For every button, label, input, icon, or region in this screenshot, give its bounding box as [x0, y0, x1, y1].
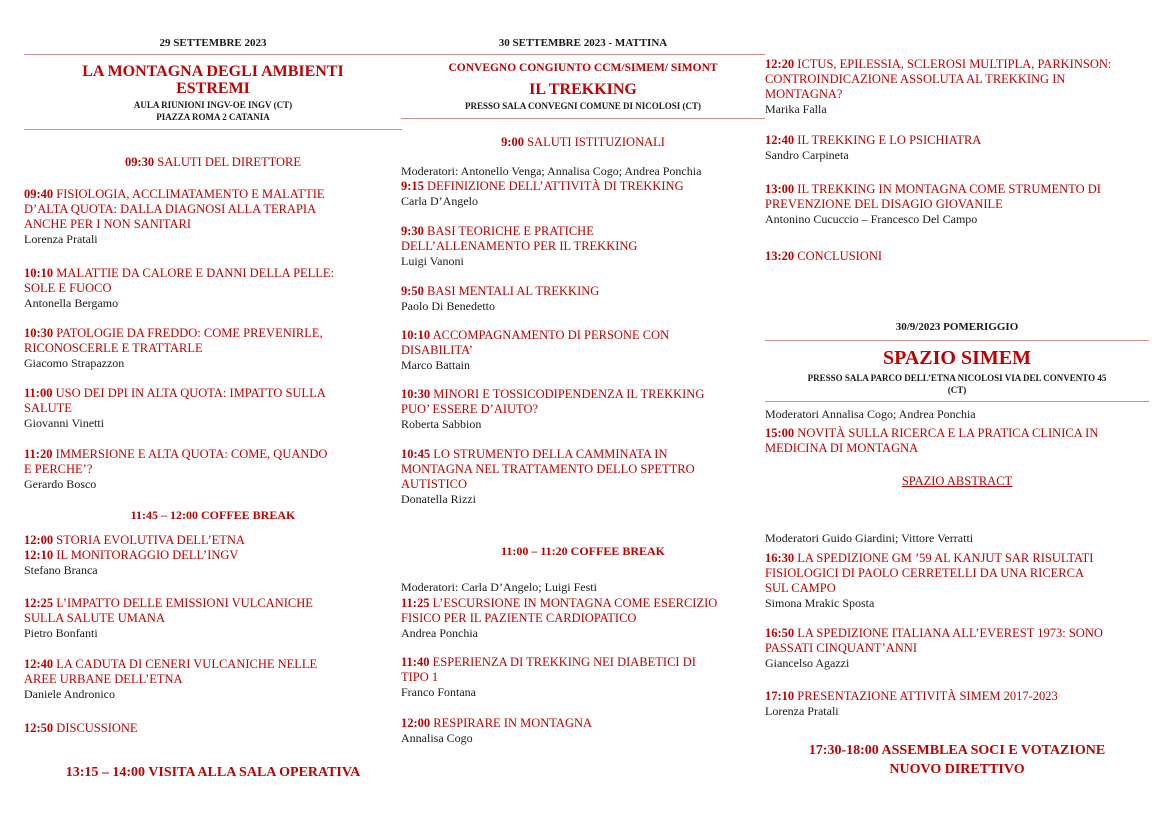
text: DEFINIZIONE DELL’ATTIVITÀ DI TREKKING: [423, 179, 684, 193]
session: [24, 326, 402, 371]
session: [24, 657, 402, 702]
session: [24, 721, 402, 736]
day1-date: 29 SETTEMBRE 2023: [159, 37, 267, 49]
day1-title-line1: LA MONTAGNA DEGLI AMBIENTI: [82, 63, 344, 80]
time: 12:40: [24, 657, 54, 671]
time: 16:50: [765, 626, 795, 640]
session: [765, 133, 1149, 163]
assembly-line: NUOVO DIRETTIVO: [889, 762, 1025, 777]
session-title-line: [401, 655, 765, 670]
time: 9:50: [401, 284, 424, 298]
text: STORIA EVOLUTIVA DELL’ETNA: [53, 533, 245, 547]
moderators: Moderatori Guido Giardini; Vittore Verratti: [765, 531, 974, 545]
session-title-line: PASSATI CINQUANT’ANNI: [765, 641, 917, 655]
time: 11:20: [24, 447, 53, 461]
session-title-line: [24, 386, 402, 401]
text: MALATTIE DA CALORE E DANNI DELLA PELLE:: [53, 266, 335, 280]
moderators: Moderatori: Antonello Venga; Annalisa Cogo; Andrea Ponchia: [401, 164, 702, 178]
session: [24, 266, 402, 311]
divider: [24, 54, 402, 55]
text: USO DEI DPI IN ALTA QUOTA: IMPATTO SULLA: [52, 386, 326, 400]
moderators: Moderatori Annalisa Cogo; Andrea Ponchia: [765, 407, 976, 421]
text: FISIOLOGIA, ACCLIMATAMENTO E MALATTIE: [53, 187, 325, 201]
session-title-line: TIPO 1: [401, 670, 439, 684]
session-title-line: SULLA SALUTE UMANA: [24, 611, 165, 625]
time: 12:00: [24, 533, 54, 547]
time: 10:10: [24, 266, 54, 280]
session-title-line: [24, 447, 402, 462]
session-title-line: [24, 266, 402, 281]
session-title-line: [24, 657, 402, 672]
time: 16:30: [765, 551, 795, 565]
text: IL TREKKING E LO PSICHIATRA: [794, 133, 982, 147]
assembly-heading: [765, 741, 1149, 779]
text: LA SPEDIZIONE GM ’59 AL KANJUT SAR RISULTATI: [794, 551, 1094, 565]
divider: [765, 401, 1149, 402]
speaker: Daniele Andronico: [24, 687, 115, 701]
time: 12:40: [765, 133, 795, 147]
afternoon-venue-line1: PRESSO SALA PARCO DELL’ETNA NICOLOSI VIA DEL CONVENTO 45: [807, 373, 1107, 383]
speaker: Lorenza Pratali: [765, 704, 839, 718]
session: [765, 426, 1149, 456]
session-title: SALUTI ISTITUZIONALI: [523, 135, 665, 149]
afternoon-date: 30/9/2023 POMERIGGIO: [895, 321, 1019, 333]
session-title-line: [401, 387, 765, 402]
session-title-line: [24, 187, 402, 202]
text: BASI TEORICHE E PRATICHE: [423, 224, 594, 238]
moderators: Moderatori: Carla D’Angelo; Luigi Festi: [401, 580, 597, 594]
speaker: Donatella Rizzi: [401, 492, 476, 506]
session-title-line: AREE URBANE DELL’ETNA: [24, 672, 183, 686]
day1-venue-line2: PIAZZA ROMA 2 CATANIA: [156, 112, 270, 122]
session-title-line: SOLE E FUOCO: [24, 281, 112, 295]
assembly-line: 17:30-18:00 ASSEMBLEA SOCI E VOTAZIONE: [808, 743, 1106, 758]
text: BASI MENTALI AL TREKKING: [423, 284, 600, 298]
text: MINORI E TOSSICODIPENDENZA IL TREKKING: [430, 387, 705, 401]
speaker: Simona Mrakic Sposta: [765, 596, 875, 610]
session-title-line: [765, 426, 1149, 441]
convention-heading: CONVEGNO CONGIUNTO CCM/SIMEM/ SIMONT: [448, 62, 718, 74]
text: PATOLOGIE DA FREDDO: COME PREVENIRLE,: [53, 326, 323, 340]
text: L’IMPATTO DELLE EMISSIONI VULCANICHE: [53, 596, 313, 610]
text: CONCLUSIONI: [794, 249, 883, 263]
session-title-line: [24, 721, 402, 736]
session-title-line: MONTAGNA NEL TRATTAMENTO DELLO SPETTRO: [401, 462, 695, 476]
speaker: Giancelso Agazzi: [765, 656, 850, 670]
time: 09:40: [24, 187, 54, 201]
session: [24, 447, 402, 492]
session: [24, 596, 402, 641]
spazio-simem-title: SPAZIO SIMEM: [883, 347, 1031, 369]
session: [765, 57, 1149, 117]
time: 10:45: [401, 447, 431, 461]
session-title-line: [401, 284, 765, 299]
text: IL MONITORAGGIO DELL’INGV: [53, 548, 239, 562]
time: 12:10: [24, 548, 54, 562]
visit-heading: 13:15 – 14:00 VISITA ALLA SALA OPERATIVA: [65, 765, 361, 780]
session: [24, 386, 402, 431]
session-title-line: FISICO PER IL PAZIENTE CARDIOPATICO: [401, 611, 637, 625]
speaker: Stefano Branca: [24, 563, 98, 577]
session: [765, 626, 1149, 671]
session: [401, 179, 765, 209]
time: 10:30: [401, 387, 431, 401]
time: 11:25: [401, 596, 430, 610]
time: 12:25: [24, 596, 54, 610]
session-title-line: ANCHE PER I NON SANITARI: [24, 217, 192, 231]
text: LA SPEDIZIONE ITALIANA ALL’EVEREST 1973: SONO: [794, 626, 1103, 640]
session-title-line: [765, 249, 1149, 264]
session-title-line: PREVENZIONE DEL DISAGIO GIOVANILE: [765, 197, 1003, 211]
time: 9:30: [401, 224, 424, 238]
session-title-line: MEDICINA DI MONTAGNA: [765, 441, 919, 455]
speaker: Andrea Ponchia: [401, 626, 478, 640]
session: [401, 716, 765, 746]
session-title-line: [401, 447, 765, 462]
text: ICTUS, EPILESSIA, SCLEROSI MULTIPLA, PARKINSON:: [794, 57, 1112, 71]
speaker: Pietro Bonfanti: [24, 626, 98, 640]
session-title-line: [401, 328, 765, 343]
session-title-line: [401, 716, 765, 731]
time: 10:30: [24, 326, 54, 340]
session: [24, 187, 402, 247]
session-title-line: DELL’ALLENAMENTO PER IL TREKKING: [401, 239, 638, 253]
speaker: Carla D’Angelo: [401, 194, 478, 208]
session: [401, 224, 765, 269]
speaker: Lorenza Pratali: [24, 232, 98, 246]
time: 10:10: [401, 328, 431, 342]
speaker: Paolo Di Benedetto: [401, 299, 495, 313]
session-title-line: [24, 326, 402, 341]
session-title-line: [24, 533, 402, 548]
coffee-break: 11:45 – 12:00 COFFEE BREAK: [130, 508, 296, 522]
speaker: Marika Falla: [765, 102, 827, 116]
time: 12:00: [401, 716, 431, 730]
time: 13:20: [765, 249, 795, 263]
session: [765, 551, 1149, 611]
session-title-line: SUL CAMPO: [765, 581, 836, 595]
session-title-line: SALUTE: [24, 401, 72, 415]
session-title-line: [765, 133, 1149, 148]
text: IMMERSIONE E ALTA QUOTA: COME, QUANDO: [52, 447, 328, 461]
session-title-line: [765, 551, 1149, 566]
text: RESPIRARE IN MONTAGNA: [430, 716, 593, 730]
session-title-line: CONTROINDICAZIONE ASSOLUTA AL TREKKING IN: [765, 72, 1066, 86]
time: 11:00: [24, 386, 53, 400]
session-title-line: [401, 596, 765, 611]
session-title-line: E PERCHE’?: [24, 462, 93, 476]
session-title-line: PUO’ ESSERE D’AIUTO?: [401, 402, 539, 416]
session: [765, 249, 1149, 264]
divider: [401, 54, 765, 55]
session: [765, 689, 1149, 719]
time: 15:00: [765, 426, 795, 440]
session-title-line: [401, 179, 765, 194]
session: [401, 284, 765, 314]
speaker: Gerardo Bosco: [24, 477, 97, 491]
session-title-line: MONTAGNA?: [765, 87, 843, 101]
time: 12:20: [765, 57, 795, 71]
speaker: Giovanni Vinetti: [24, 416, 105, 430]
speaker: Roberta Sabbion: [401, 417, 482, 431]
day2-venue: PRESSO SALA CONVEGNI COMUNE DI NICOLOSI (CT): [464, 101, 702, 111]
time: 9:15: [401, 179, 424, 193]
text: NOVITÀ SULLA RICERCA E LA PRATICA CLINICA IN: [794, 426, 1099, 440]
session-title-line: [765, 626, 1149, 641]
time: 17:10: [765, 689, 795, 703]
session-title-line: AUTISTICO: [401, 477, 467, 491]
text: ESPERIENZA DI TREKKING NEI DIABETICI DI: [429, 655, 696, 669]
time: 13:00: [765, 182, 795, 196]
text: PRESENTAZIONE ATTIVITÀ SIMEM 2017-2023: [794, 689, 1058, 703]
day1-welcome: [24, 155, 402, 170]
session: [401, 596, 765, 641]
speaker: Antonella Bergamo: [24, 296, 119, 310]
text: IL TREKKING IN MONTAGNA COME STRUMENTO DI: [794, 182, 1101, 196]
day1-venue-line1: AULA RIUNIONI INGV-OE INGV (CT): [133, 100, 293, 110]
afternoon-venue-line2: (CT): [947, 385, 967, 395]
speaker: Giacomo Strapazzon: [24, 356, 125, 370]
day2-title: IL TREKKING: [529, 81, 637, 98]
session: [24, 533, 402, 578]
day2-welcome: [401, 135, 765, 150]
text: L’ESCURSIONE IN MONTAGNA COME ESERCIZIO: [429, 596, 718, 610]
text: LA CADUTA DI CENERI VULCANICHE NELLE: [53, 657, 318, 671]
session: [401, 655, 765, 700]
text: ACCOMPAGNAMENTO DI PERSONE CON: [430, 328, 670, 342]
time: 09:30: [124, 155, 155, 169]
session: [401, 387, 765, 432]
session-title-line: [765, 57, 1149, 72]
session: [765, 182, 1149, 227]
speaker: Marco Battain: [401, 358, 470, 372]
session-title: SALUTI DEL DIRETTORE: [154, 155, 302, 169]
spazio-abstract-link[interactable]: SPAZIO ABSTRACT: [901, 474, 1013, 488]
speaker: Antonino Cucuccio – Francesco Del Campo: [765, 212, 978, 226]
speaker: Sandro Carpineta: [765, 148, 849, 162]
session-title-line: D’ALTA QUOTA: DALLA DIAGNOSI ALLA TERAPIA: [24, 202, 317, 216]
session-title-line: [401, 224, 765, 239]
session-title-line: [765, 182, 1149, 197]
session: [401, 328, 765, 373]
day2-date: 30 SETTEMBRE 2023 - MATTINA: [498, 37, 668, 49]
divider: [24, 129, 402, 130]
session-title-line: [24, 596, 402, 611]
speaker: Franco Fontana: [401, 685, 476, 699]
text: DISCUSSIONE: [53, 721, 138, 735]
session-title-line: RICONOSCERLE E TRATTARLE: [24, 341, 203, 355]
session-title-line: [24, 548, 402, 563]
session-title-line: DISABILITA’: [401, 343, 473, 357]
divider: [765, 340, 1149, 341]
time: 12:50: [24, 721, 54, 735]
speaker: Annalisa Cogo: [401, 731, 473, 745]
session: [401, 447, 765, 507]
text: LO STRUMENTO DELLA CAMMINATA IN: [430, 447, 668, 461]
speaker: Luigi Vanoni: [401, 254, 464, 268]
session-title-line: [765, 689, 1149, 704]
session-title-line: FISIOLOGICI DI PAOLO CERRETELLI DA UNA RICERCA: [765, 566, 1084, 580]
coffee-break: 11:00 – 11:20 COFFEE BREAK: [500, 544, 665, 558]
divider: [401, 118, 765, 119]
day1-title-line2: ESTREMI: [176, 80, 250, 97]
time: 11:40: [401, 655, 430, 669]
time: 9:00: [501, 135, 524, 149]
